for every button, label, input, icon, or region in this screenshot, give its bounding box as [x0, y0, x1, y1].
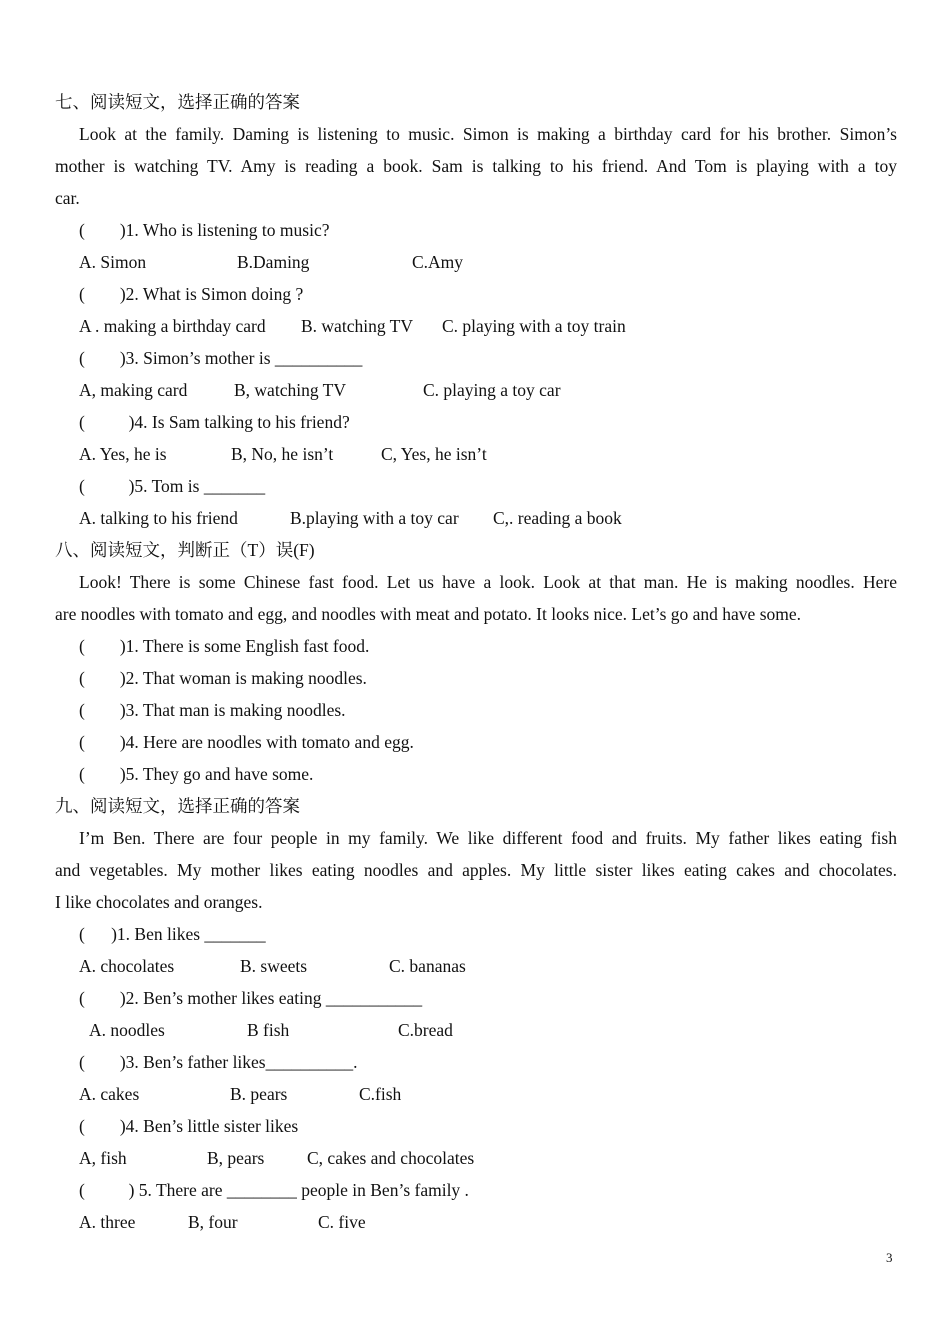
true-false-item: ( )5. They go and have some.: [79, 764, 314, 784]
option: C. five: [318, 1212, 366, 1232]
option: B.playing with a toy car: [290, 508, 459, 528]
true-false-item: ( )3. That man is making noodles.: [79, 700, 346, 720]
question: ( )5. Tom is _______: [79, 476, 266, 496]
option: B, pears: [207, 1148, 265, 1168]
option: B, watching TV: [234, 380, 346, 400]
options-row: [79, 310, 779, 342]
option: B. pears: [230, 1084, 288, 1104]
option: C.Amy: [412, 252, 464, 272]
true-false-item: ( )4. Here are noodles with tomato and egg.: [79, 732, 414, 752]
section-9-heading: 九、阅读短文，选择正确的答案: [55, 796, 300, 816]
option: A. talking to his friend: [79, 508, 238, 528]
option: A. chocolates: [79, 956, 175, 976]
options-row: [79, 950, 679, 982]
option: B, No, he isn’t: [231, 444, 334, 464]
options-row: [79, 1142, 679, 1174]
section-9-passage-line: and vegetables. My mother likes eating noodles and apples. My little sister likes eating cakes and chocolates.: [55, 860, 897, 880]
question: ( )4. Ben’s little sister likes: [79, 1116, 299, 1136]
section-7-heading: 七、阅读短文，选择正确的答案: [55, 92, 300, 112]
question: ( )4. Is Sam talking to his friend?: [79, 412, 350, 432]
option: B, four: [188, 1212, 238, 1232]
page-number: 3: [886, 1250, 893, 1265]
options-row: [79, 1078, 679, 1110]
option: A. three: [79, 1212, 136, 1232]
options-row: [79, 374, 679, 406]
section-7-passage-line: car.: [55, 188, 80, 208]
question: ( )1. Who is listening to music?: [79, 220, 330, 240]
section-7-passage-line: mother is watching TV. Amy is reading a book. Sam is talking to his friend. And Tom is playing with a toy: [55, 156, 897, 176]
option: A, fish: [79, 1148, 127, 1168]
options-row: [79, 1014, 679, 1046]
option: A . making a birthday card: [79, 316, 266, 336]
option: B. watching TV: [301, 316, 413, 336]
option: C, cakes and chocolates: [307, 1148, 475, 1168]
option: A. Yes, he is: [79, 444, 167, 464]
option: C.fish: [359, 1084, 402, 1104]
question: ( ) 5. There are ________ people in Ben’s family .: [79, 1180, 469, 1200]
option: C.bread: [398, 1020, 453, 1040]
question: ( )2. Ben’s mother likes eating ___________: [79, 988, 423, 1008]
true-false-item: ( )2. That woman is making noodles.: [79, 668, 367, 688]
options-row: [79, 438, 679, 470]
option: C. playing a toy car: [423, 380, 561, 400]
option: C. bananas: [389, 956, 466, 976]
question: ( )3. Simon’s mother is __________: [79, 348, 363, 368]
option: B. sweets: [240, 956, 308, 976]
option: B fish: [247, 1020, 290, 1040]
option: A, making card: [79, 380, 188, 400]
option: C,. reading a book: [493, 508, 622, 528]
options-row: [79, 246, 679, 278]
section-7-passage-line: Look at the family. Daming is listening to music. Simon is making a birthday card for his brother. Simon’s: [79, 124, 897, 144]
option: A. Simon: [79, 252, 147, 272]
section-9-passage-line: I like chocolates and oranges.: [55, 892, 263, 912]
section-9-passage-line: I’m Ben. There are four people in my family. We like different food and fruits. My father likes eating fish: [79, 828, 897, 848]
question: ( )1. Ben likes _______: [79, 924, 266, 944]
option: A. cakes: [79, 1084, 140, 1104]
question: ( )2. What is Simon doing ?: [79, 284, 304, 304]
option: A. noodles: [89, 1020, 165, 1040]
section-8-passage-line: are noodles with tomato and egg, and noodles with meat and potato. It looks nice. Let’s go and have some.: [55, 604, 802, 624]
options-row: [79, 1206, 679, 1238]
section-8-passage-line: Look! There is some Chinese fast food. Let us have a look. Look at that man. He is making noodles. Here: [79, 572, 897, 592]
question: ( )3. Ben’s father likes__________.: [79, 1052, 358, 1072]
section-8-heading: 八、阅读短文，判断正（T）误(F): [55, 540, 315, 560]
option: C. playing with a toy train: [442, 316, 626, 336]
option: C, Yes, he isn’t: [381, 444, 487, 464]
true-false-item: ( )1. There is some English fast food.: [79, 636, 370, 656]
option: B.Daming: [237, 252, 310, 272]
options-row: [79, 502, 779, 534]
